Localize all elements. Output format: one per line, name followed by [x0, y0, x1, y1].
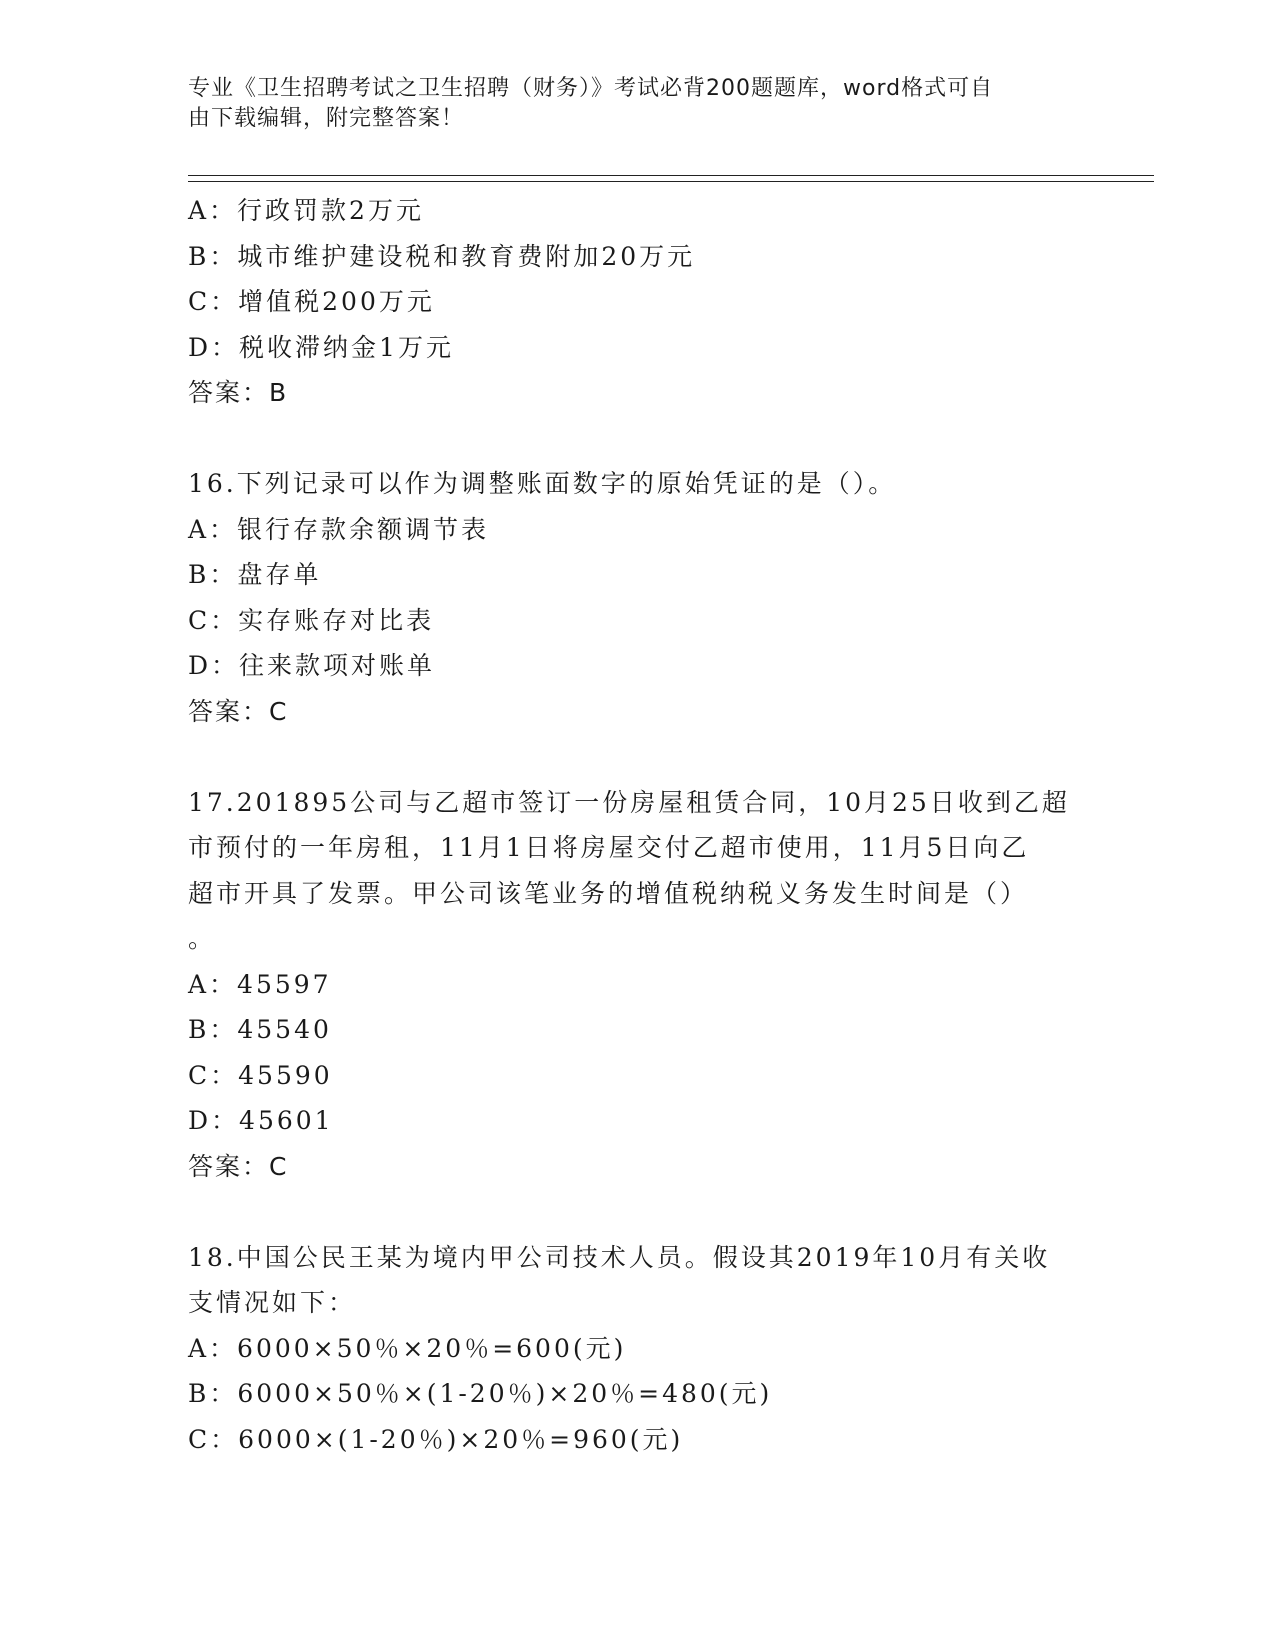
option-b: B：城市维护建设税和教育费附加20万元 [188, 241, 696, 271]
question-stem-line: 。 [188, 924, 217, 953]
option-c: C：增值税200万元 [188, 287, 435, 316]
option-c: C：6000×(1-20％)×20％=960(元) [188, 1424, 684, 1454]
spacer [188, 1189, 1088, 1235]
option-a: A：45597 [188, 969, 332, 999]
question-16 [188, 461, 1088, 734]
option-b: B：6000×50％×(1-20％)×20％=480(元) [188, 1379, 773, 1408]
option-a: A：行政罚款2万元 [188, 196, 424, 225]
option-c: C：实存账存对比表 [188, 605, 435, 635]
header-rule-top [188, 175, 1154, 176]
question-stem-line: 18.中国公民王某为境内甲公司技术人员。假设其2019年10月有关收 [188, 1242, 1051, 1272]
option-d: D：税收滞纳金1万元 [188, 332, 454, 362]
question-stem-line: 17.201895公司与乙超市签订一份房屋租赁合同，10月25日收到乙超 [188, 787, 1070, 817]
question-17 [188, 780, 1088, 1190]
answer: 答案：C [188, 1151, 289, 1181]
header-line-1: 专业《卫生招聘考试之卫生招聘（财务）》考试必背200题题库，word格式可自 [188, 76, 994, 101]
option-a: A：6000×50％×20％=600(元) [188, 1333, 627, 1363]
option-d: D：45601 [188, 1106, 334, 1135]
question-18 [188, 1235, 1088, 1463]
answer: 答案：C [188, 696, 289, 726]
question-stem-line: 市预付的一年房租，11月1日将房屋交付乙超市使用，11月5日向乙 [188, 833, 1030, 862]
question-stem-line: 超市开具了发票。甲公司该笔业务的增值税纳税义务发生时间是（） [188, 878, 1029, 908]
question-15 [188, 188, 1088, 416]
option-b: B：45540 [188, 1015, 332, 1044]
question-list [188, 188, 1088, 1462]
option-c: C：45590 [188, 1060, 333, 1090]
option-a: A：银行存款余额调节表 [188, 514, 490, 544]
header-rule-bottom [188, 181, 1154, 182]
spacer [188, 734, 1088, 780]
question-stem-line: 支情况如下： [188, 1288, 357, 1317]
spacer [188, 416, 1088, 462]
option-b: B：盘存单 [188, 560, 322, 589]
document-header [188, 74, 1068, 134]
option-d: D：往来款项对账单 [188, 651, 436, 680]
header-line-2: 由下载编辑，附完整答案！ [188, 106, 465, 131]
answer: 答案：B [188, 378, 289, 407]
question-stem: 16.下列记录可以作为调整账面数字的原始凭证的是（）。 [188, 469, 897, 498]
